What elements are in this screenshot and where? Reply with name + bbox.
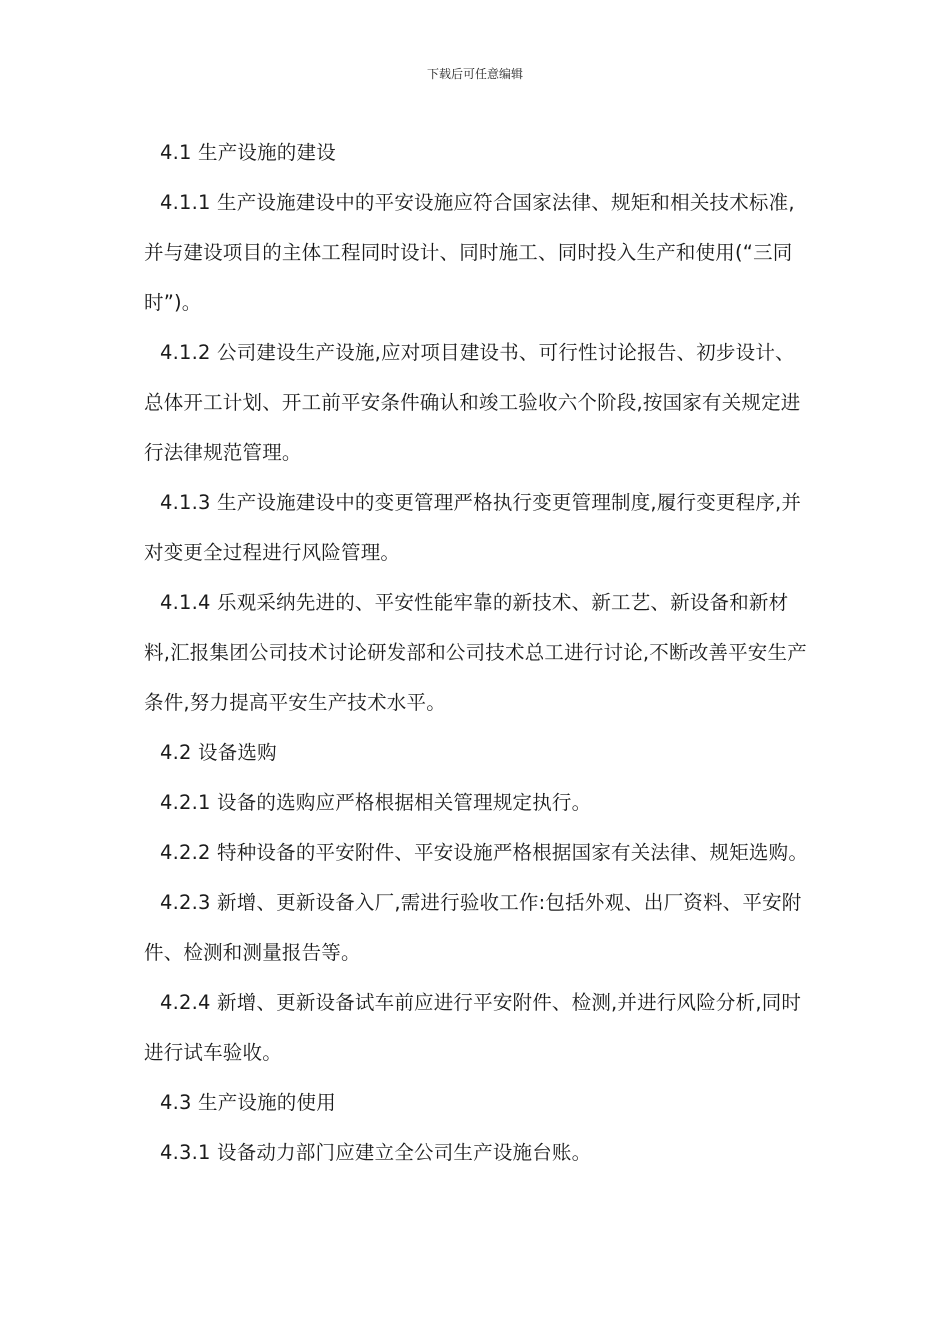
paragraph-4-1-4: 4.1.4 乐观采纳先进的、平安性能牢靠的新技术、新工艺、新设备和新材料,汇报集团公司技术讨论研发部和公司技术总工进行讨论,不断改善平安生产条件,努力提高平安生产技术水平。: [144, 591, 807, 714]
paragraph-4-2-2: 4.2.2 特种设备的平安附件、平安设施严格根据国家有关法律、规矩选购。: [160, 841, 809, 864]
document-body: [144, 128, 808, 1178]
section-heading-4-3: 4.3 生产设施的使用: [160, 1091, 336, 1114]
paragraph-4-3-1: 4.3.1 设备动力部门应建立全公司生产设施台账。: [160, 1141, 592, 1164]
paragraph-4-1-1: 4.1.1 生产设施建设中的平安设施应符合国家法律、规矩和相关技术标准,并与建设项目的主体工程同时设计、同时施工、同时投入生产和使用(“三同时”)。: [144, 191, 795, 314]
paragraph-4-2-3: 4.2.3 新增、更新设备入厂,需进行验收工作:包括外观、出厂资料、平安附件、检测和测量报告等。: [144, 891, 802, 964]
section-heading-4-2: 4.2 设备选购: [160, 741, 277, 764]
paragraph-4-2-1: 4.2.1 设备的选购应严格根据相关管理规定执行。: [160, 791, 592, 814]
section-heading-4-1: 4.1 生产设施的建设: [160, 141, 336, 164]
paragraph-4-1-3: 4.1.3 生产设施建设中的变更管理严格执行变更管理制度,履行变更程序,并对变更全过程进行风险管理。: [144, 491, 802, 564]
paragraph-4-1-2: 4.1.2 公司建设生产设施,应对项目建设书、可行性讨论报告、初步设计、总体开工计划、开工前平安条件确认和竣工验收六个阶段,按国家有关规定进行法律规范管理。: [144, 341, 801, 464]
paragraph-4-2-4: 4.2.4 新增、更新设备试车前应进行平安附件、检测,并进行风险分析,同时进行试车验收。: [144, 991, 802, 1064]
page-header: 下载后可任意编辑: [426, 67, 523, 81]
